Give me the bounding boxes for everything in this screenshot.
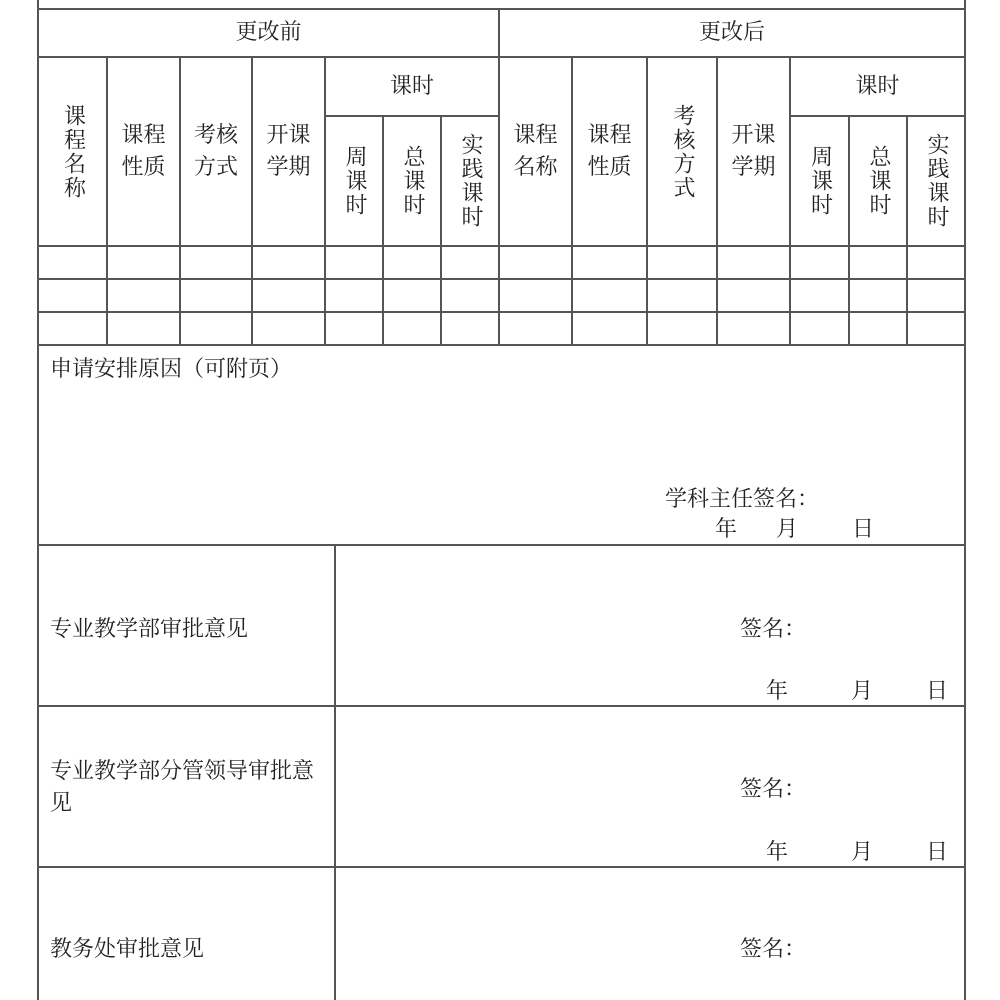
col-header-label: 实践课时 [458,133,483,229]
approval-label-academic-affairs: 教务处审批意见 [50,937,205,962]
reason-date-day: 日 [852,517,875,542]
table-cell[interactable] [39,280,106,311]
col-header-label: 总课时 [866,145,891,217]
col-header-total-hours-before [384,117,440,245]
approval-date-day: 日 [926,840,949,865]
approval-date-year: 年 [766,679,789,704]
col-header-label: 开课学期 [266,122,311,180]
approval-opinion-area[interactable] [336,546,964,606]
col-header-label: 课程性质 [587,122,632,180]
approval-signature-label: 签名： [740,777,807,802]
col-header-semester-after [718,58,789,245]
approval-opinion-area[interactable] [336,707,964,767]
col-header-course-nature-after [573,58,646,245]
table-row [39,313,964,344]
col-header-label: 周课时 [342,145,367,217]
col-header-label: 开课学期 [731,122,776,180]
approval-label-teaching-dept: 专业教学部审批意见 [50,617,249,642]
col-header-label: 总课时 [400,145,425,217]
table-cell[interactable] [39,313,106,344]
col-header-label: 课程性质 [121,122,166,180]
col-header-assessment-before [181,58,251,245]
col-header-practice-hours-after [908,117,964,245]
col-header-course-name-after [500,58,571,245]
col-header-label: 周课时 [807,145,833,217]
section-header-after: 更改后 [698,20,765,45]
approval-signature-label: 签名： [740,937,807,962]
rule [37,344,966,346]
col-header-label: 课程名称 [513,122,558,180]
col-header-label: 考核方式 [193,122,238,180]
approval-date-day: 日 [926,679,949,704]
approval-date-year: 年 [766,840,789,865]
col-header-hours-before: 课时 [389,73,434,99]
approval-label-dept-leader: 专业教学部分管领导审批意见 [50,759,315,816]
reason-signature-label: 学科主任签名： [665,487,820,512]
col-header-label: 实践课时 [924,133,949,229]
col-header-label: 考核方式 [670,103,695,200]
approval-date-month: 月 [851,679,874,704]
section-header-before: 更改前 [235,20,302,45]
approval-signature-label: 签名： [740,617,807,642]
col-header-label: 课程名称 [60,103,86,200]
reason-input-area[interactable] [39,385,964,475]
col-header-practice-hours-before [442,117,498,245]
col-header-course-nature-before [108,58,179,245]
reason-label: 申请安排原因（可附页） [50,357,293,382]
rule [334,544,336,1000]
table-cell[interactable] [39,247,106,278]
col-header-assessment-after [648,58,716,245]
approval-opinion-area[interactable] [336,868,964,928]
approval-date-month: 月 [851,840,874,865]
table-row [39,247,964,278]
reason-date-year: 年 [715,517,738,542]
table-row [39,280,964,311]
col-header-semester-before [253,58,324,245]
border-right [964,0,966,1000]
col-header-total-hours-after [850,117,906,245]
col-header-weekly-hours-after [791,117,848,245]
col-header-course-name-before [39,58,106,245]
reason-date-month: 月 [776,517,799,542]
col-header-weekly-hours-before [326,117,382,245]
col-header-hours-after: 课时 [855,73,900,99]
